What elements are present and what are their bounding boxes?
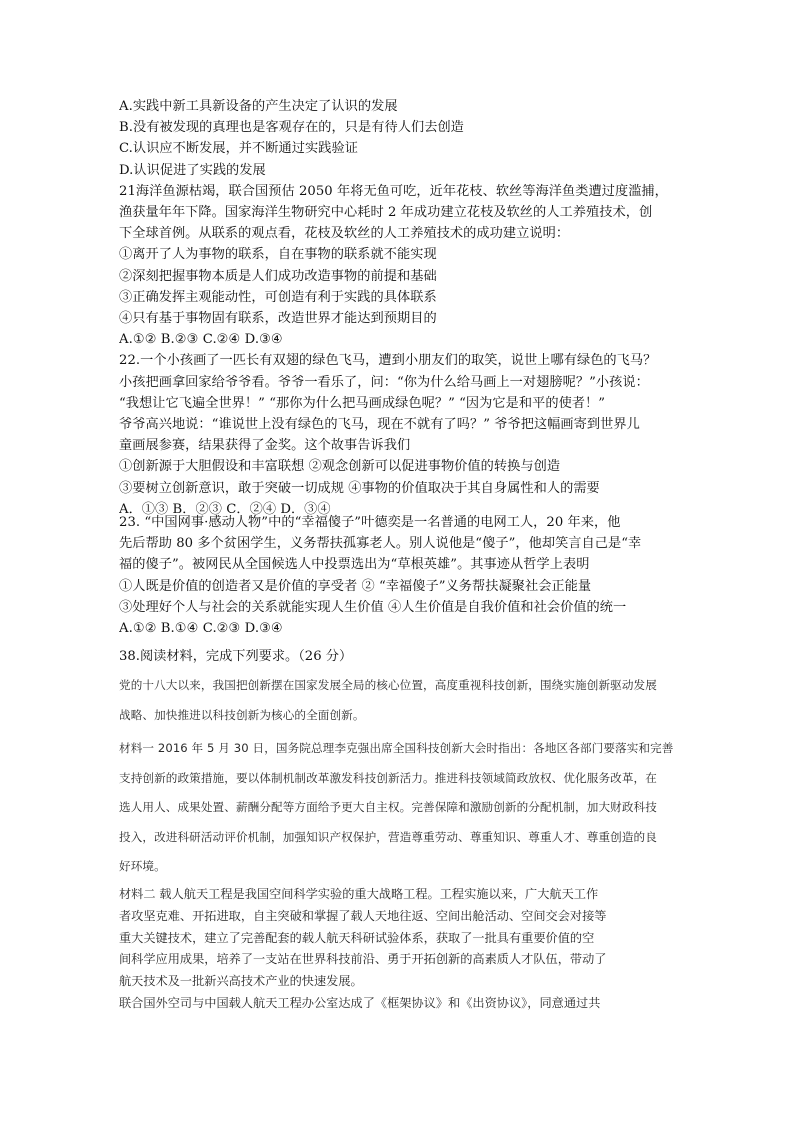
material-2-line: 间科学应用成果，培养了一支站在世界科技前沿、勇于开拓创新的高素质人才队伍，带动了 (119, 952, 607, 967)
question-22-choices: A．①③ B．②③ C．②④ D．③④ (119, 501, 331, 517)
question-23-line: 23. “中国网事·感动人物”中的“幸福傻子”叶德奕是一名普通的电网工人，20 年来，他 (119, 515, 621, 530)
material-1-line: 好环境。 (119, 859, 166, 873)
material-1 (119, 734, 769, 882)
question-22-statement: ①创新源于大胆假设和丰富联想 ②观念创新可以促进事物价值的转换与创造 (119, 459, 561, 475)
question-20-options (119, 96, 679, 181)
option-b: B.没有被发现的真理也是客观存在的，只是有待人们去创造 (119, 120, 464, 136)
intro-line: 战略、加快推进以科技创新为核心的全面创新。 (119, 707, 365, 722)
question-23-statement: ③处理好个人与社会的关系就能实现人生价值 ④人生价值是自我价值和社会价值的统一 (119, 599, 627, 615)
material-1-line: 投入，改进科研活动评价机制，加强知识产权保护，营造尊重劳动、尊重知识、尊重人才、尊重创造的良 (119, 829, 657, 844)
question-22-statement: ③要树立创新意识，敢于突破一切成规 ④事物的价值取决于其自身属性和人的需要 (119, 480, 600, 496)
material-2-line: 联合国外空司与中国载人航天工程办公室达成了《框架协议》和《出资协议》，同意通过共 (119, 995, 601, 1010)
material-2 (119, 884, 689, 1015)
question-21-statement: ②深刻把握事物本质是人们成功改造事物的前提和基础 (119, 268, 437, 284)
question-23-choices: A.①② B.①④ C.②③ D.③④ (119, 620, 283, 636)
question-21-statement: ③正确发挥主观能动性，可创造有利于实践的具体联系 (119, 289, 437, 305)
option-a: A.实践中新工具新设备的产生决定了认识的发展 (119, 99, 398, 114)
question-22-line: “我想让它飞遍全世界！” “那你为什么把马画成绿色呢？” “因为它是和平的使者！” (119, 395, 606, 411)
material-1-line: 材料一 2016 年 5 月 30 日，国务院总理李克强出席全国科技创新大会时指出：各地区各部门要落实和完善 (119, 741, 674, 755)
material-2-line: 者攻坚克难、开拓进取，自主突破和掌握了载人天地往返、空间出舱活动、空间交会对接等 (119, 908, 607, 923)
question-21-line: 下全球首例。从联系的观点看，花枝及软丝的人工养殖技术的成功建立说明： (119, 226, 570, 242)
intro-line: 党的十八大以来，我国把创新摆在国家发展全局的核心位置，高度重视科技创新，围绕实施创新驱动发展 (119, 678, 657, 692)
question-22-line: 爷爷高兴地说：“谁说世上没有绿色的飞马，现在不就有了吗？” 爷爷把这幅画寄到世界儿 (119, 416, 640, 432)
question-21-line: 渔获量年年下降。国家海洋生物研究中心耗时 2 年成功建立花枝及软丝的人工养殖技术，创 (119, 204, 653, 220)
question-21-line: 21海洋鱼源枯竭，联合国预估 2050 年将无鱼可吃，近年花枝、软丝等海洋鱼类遭过度滥捕， (119, 183, 668, 199)
option-c: C.认识应不断发展，并不断通过实践验证 (119, 141, 358, 157)
question-38-title: 38.阅读材料，完成下列要求。（26 分） (119, 649, 353, 664)
question-21-statement: ①离开了人为事物的联系，自在事物的联系就不能实现 (119, 247, 437, 263)
material-1-line: 选人用人、成果处置、薪酬分配等方面给予更大自主权。完善保障和激励创新的分配机制，加大财政科技 (119, 800, 657, 814)
question-22-line: 22.一个小孩画了一匹长有双翅的绿色飞马，遭到小朋友们的取笑，说世上哪有绿色的飞马？ (119, 353, 657, 369)
question-22 (119, 350, 679, 520)
question-21 (119, 181, 679, 351)
question-23-line: 福的傻子”。被网民从全国候选人中投票选出为“草根英雄”。其事迹从哲学上表明 (119, 557, 590, 573)
question-22-line: 童画展参赛，结果获得了金奖。这个故事告诉我们 (119, 438, 411, 454)
question-23-line: 先后帮助 80 多个贫困学生，义务帮扶孤寡老人。别人说他是“傻子”，他却笑言自己是“幸 (119, 536, 642, 552)
material-2-line: 材料二 载人航天工程是我国空间科学实验的重大战略工程。工程实施以来，广大航天工作 (119, 887, 599, 901)
option-d: D.认识促进了实践的发展 (119, 162, 266, 178)
question-21-statement: ④只有基于事物固有联系，改造世界才能达到预期目的 (119, 310, 437, 326)
question-21-choices: A.①② B.②③ C.②④ D.③④ (119, 332, 283, 348)
question-23-statement: ①人既是价值的创造者又是价值的享受者 ② “幸福傻子”义务帮扶凝聚社会正能量 (119, 578, 592, 594)
intro-paragraph (119, 671, 769, 730)
material-1-line: 支持创新的政策措施，要以体制机制改革激发科技创新活力。推进科技领域简政放权、优化服务改革，在 (119, 770, 657, 785)
material-2-line: 航天技术及一批新兴高技术产业的快速发展。 (119, 974, 363, 989)
material-2-line: 重大关键技术，建立了完善配套的载人航天科研试验体系，获取了一批具有重要价值的空 (119, 930, 595, 945)
question-22-line: 小孩把画拿回家给爷爷看。爷爷一看乐了，问：“你为什么给马画上一对翅膀呢？”小孩说： (119, 374, 649, 390)
question-23 (119, 512, 679, 639)
